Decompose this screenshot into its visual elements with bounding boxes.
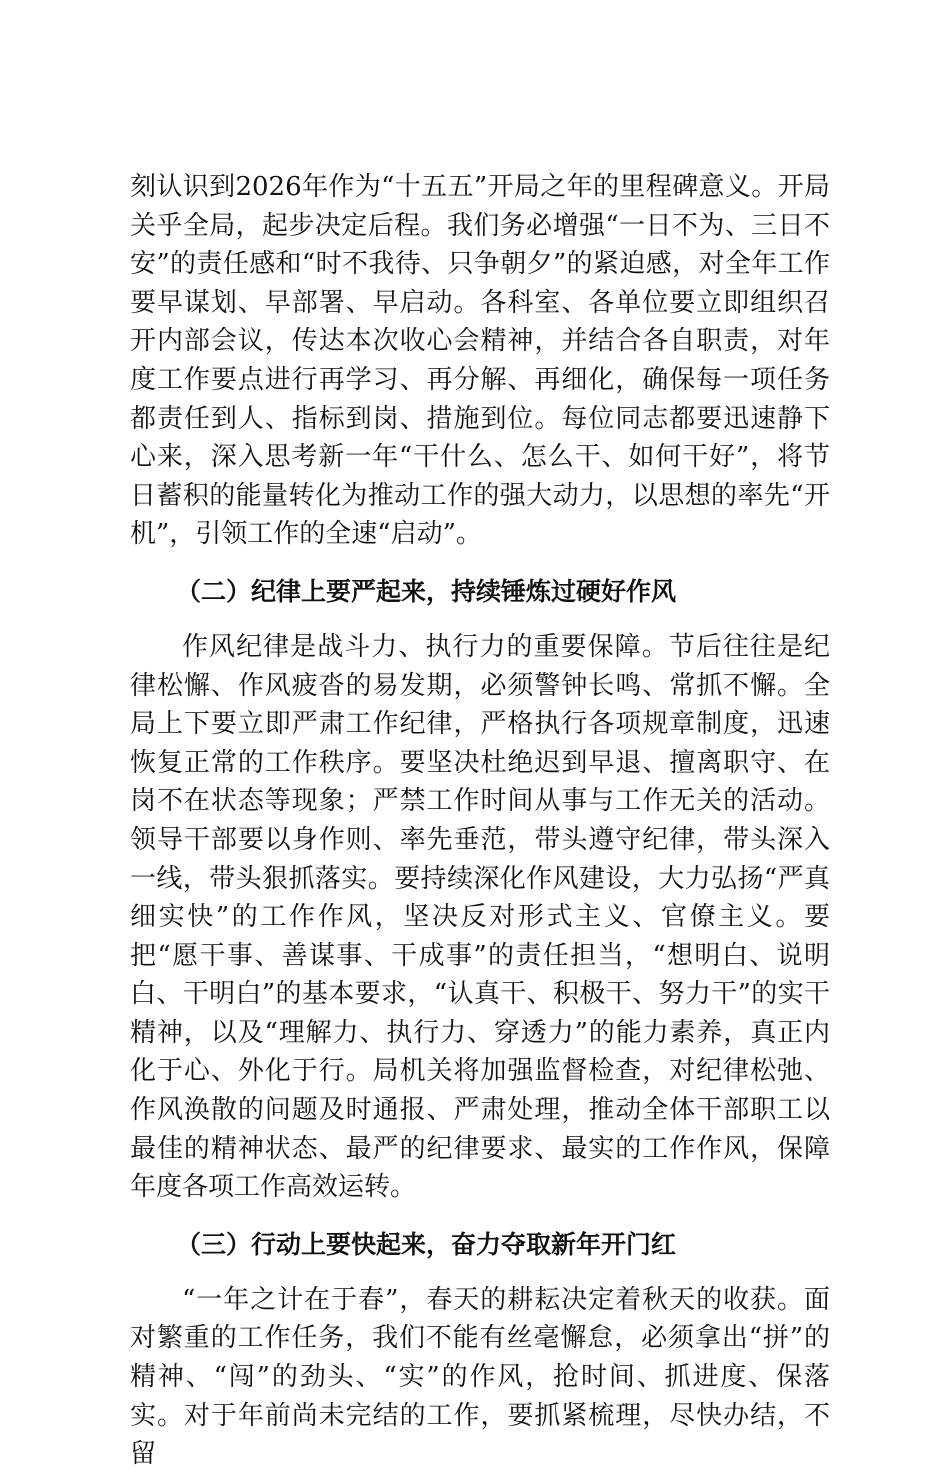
body-paragraph: “一年之计在于春”，春天的耕耘决定着秋天的收获。面对繁重的工作任务，我们不能有丝毫懈怠，必须拿出“拼”的精神、“闯”的劲头、“实”的作风，抢时间、抓进度、保落实。对于年前尚未完结的工作，要抓紧梳理，尽快办结，不留 bbox=[130, 1284, 830, 1470]
body-paragraph: 刻认识到2026年作为“十五五”开局之年的里程碑意义。开局关乎全局，起步决定后程。我们务必增强“一日不为、三日不安”的责任感和“时不我待、只争朝夕”的紧迫感，对全年工作要早谋划、早部署、早启动。各科室、各单位要立即组织召开内部会议，传达本次收心会精神，并结合各自职责，对年度工作要点进行再学习、再分解、再细化，确保每一项任务都责任到人、指标到岗、措施到位。每位同志都要迅速静下心来，深入思考新一年“干什么、怎么干、如何干好”，将节日蓄积的能量转化为推动工作的强大动力，以思想的率先“开机”，引领工作的全速“启动”。 bbox=[130, 172, 830, 550]
body-paragraph: 作风纪律是战斗力、执行力的重要保障。节后往往是纪律松懈、作风疲沓的易发期，必须警钟长鸣、常抓不懈。全局上下要立即严肃工作纪律，严格执行各项规章制度，迅速恢复正常的工作秩序。要坚决杜绝迟到早退、擅离职守、在岗不在状态等现象；严禁工作时间从事与工作无关的活动。领导干部要以身作则、率先垂范，带头遵守纪律，带头深入一线，带头狠抓落实。要持续深化作风建设，大力弘扬“严真细实快”的工作作风，坚决反对形式主义、官僚主义。要把“愿干事、善谋事、干成事”的责任担当，“想明白、说明白、干明白”的基本要求，“认真干、积极干、努力干”的实干精神，以及“理解力、执行力、穿透力”的能力素养，真正内化于心、外化于行。局机关将加强监督检查，对纪律松弛、作风涣散的问题及时通报、严肃处理，推动全体干部职工以最佳的精神状态、最严的纪律要求、最实的工作作风，保障年度各项工作高效运转。 bbox=[130, 631, 830, 1203]
document-page bbox=[130, 168, 830, 1474]
section-heading: （三）行动上要快起来，奋力夺取新年开门红 bbox=[176, 1229, 677, 1259]
section-heading: （二）纪律上要严起来，持续锤炼过硬好作风 bbox=[176, 576, 677, 606]
